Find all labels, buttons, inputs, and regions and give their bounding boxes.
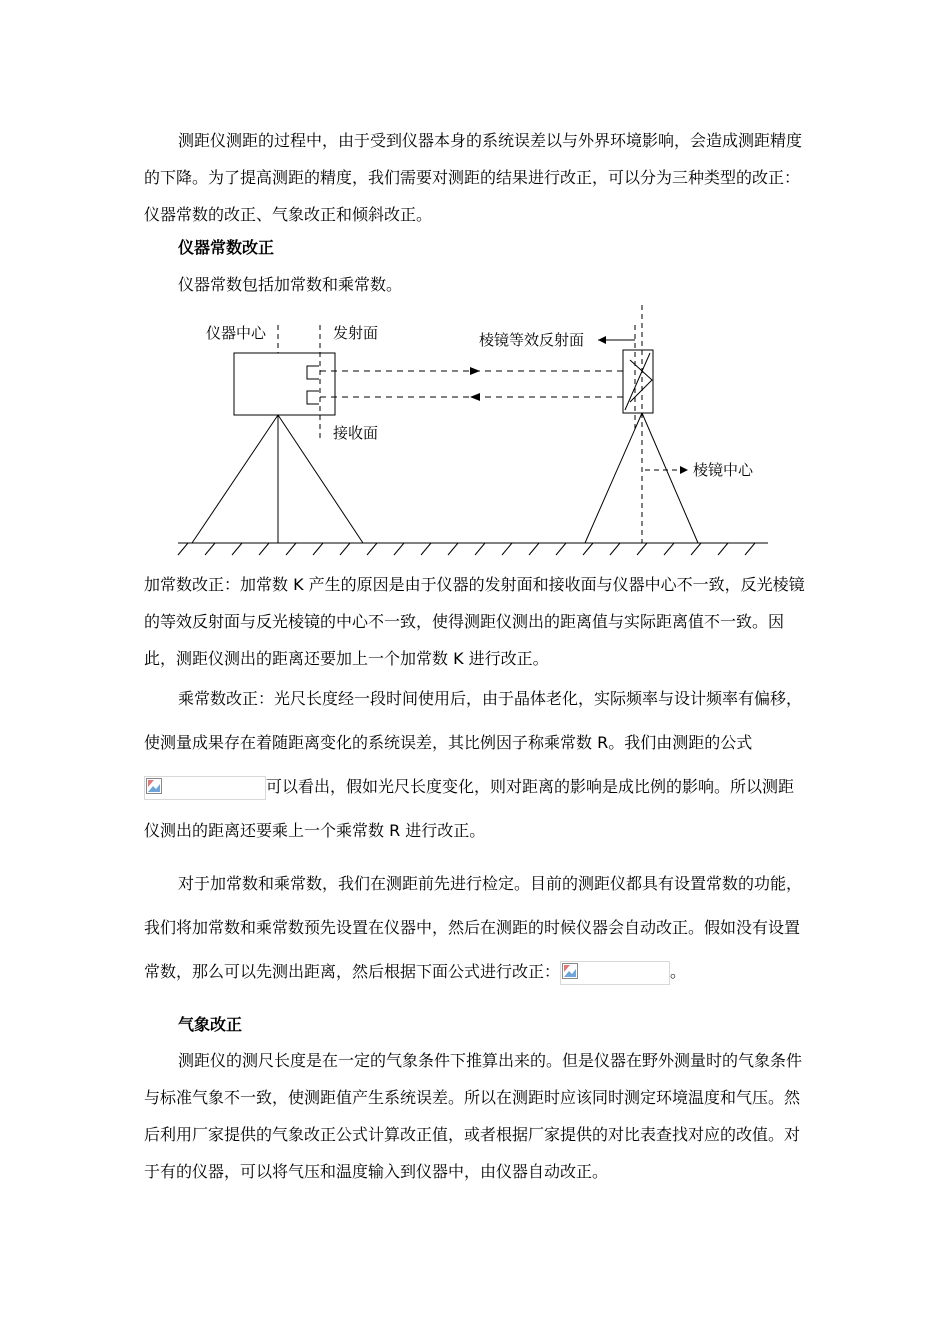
label-prism-face: 棱镜等效反射面 [479,331,585,349]
intro-paragraph: 测距仪测距的过程中，由于受到仪器本身的系统误差以与外界环境影响，会造成测距精度的下降。为了提高测距的精度，我们需要对测距的结果进行改正，可以分为三种类型的改正：仪器常数的改正、气象改正和倾斜改正。 [144,131,803,224]
prism-face-pointer-arrow [598,336,606,344]
prism-leg-right [642,413,698,543]
broken-image-icon [146,778,162,794]
prism-leg-left [585,413,642,543]
label-prism-center: 棱镜中心 [693,461,754,479]
label-emit-face: 发射面 [333,324,379,342]
check-paragraph [144,862,808,994]
prism-center-pointer-arrow [680,466,688,474]
correction-formula-image [560,961,670,985]
check-text-2: 。 [670,962,687,981]
signal-out-arrow [470,367,480,375]
prism-diagonal [625,353,650,410]
broken-image-icon [562,963,578,979]
section-heading-instrument-constant: 仪器常数改正 [178,238,275,257]
mult-constant-text-2: 可以看出，假如光尺长度变化，则对距离的影响是成比例的影响。所以测距仪测出的距离还要乘上一个乘常数 R 进行改正。 [144,777,795,840]
tripod-leg-left [192,415,278,543]
receiver-shape [307,391,319,404]
label-instrument-center: 仪器中心 [206,324,267,342]
instrument-constant-intro: 仪器常数包括加常数和乘常数。 [178,275,403,294]
section-heading-meteorological: 气象改正 [178,1015,243,1034]
emitter-shape [307,366,319,379]
mult-constant-paragraph [144,677,808,853]
meteorological-paragraph: 测距仪的测尺长度是在一定的气象条件下推算出来的。但是仪器在野外测量时的气象条件与标准气象不一致，使测距值产生系统误差。所以在测距时应该同时测定环境温度和气压。然后利用厂家提供的气象改正公式计算改正值，或者根据厂家提供的对比表查找对应的改值。对于有的仪器，可以将气压和温度输入到仪器中，由仪器自动改正。 [144,1051,803,1181]
add-constant-paragraph: 加常数改正：加常数 K 产生的原因是由于仪器的发射面和接收面与仪器中心不一致，反光棱镜的等效反射面与反光棱镜的中心不一致，使得测距仪测出的距离值与实际距离值不一致。因此，测距仪测出的距离还要加上一个加常数 K 进行改正。 [144,575,805,668]
label-receive-face: 接收面 [333,424,379,442]
mult-constant-text-1: 乘常数改正：光尺长度经一段时间使用后，由于晶体老化，实际频率与设计频率有偏移，使测量成果存在着随距离变化的系统误差，其比例因子称乘常数 R。我们由测距的公式 [144,689,803,752]
formula-image [144,776,266,800]
prism-reflector [630,360,652,402]
signal-return-arrow [470,393,480,401]
ground-hatching [178,543,755,555]
rangefinder-diagram [170,300,780,565]
check-text-1: 对于加常数和乘常数，我们在测距前先进行检定。目前的测距仪都具有设置常数的功能，我们将加常数和乘常数预先设置在仪器中，然后在测距的时候仪器会自动改正。假如没有设置常数，那么可以先测出距离，然后根据下面公式进行改正： [144,874,803,981]
